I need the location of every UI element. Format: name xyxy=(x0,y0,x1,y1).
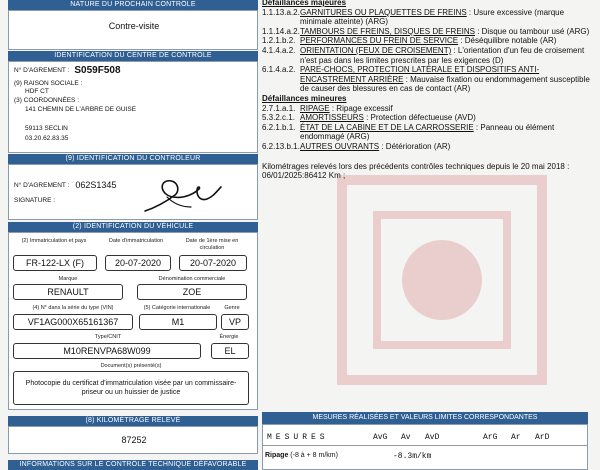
cap-denomination: Dénomination commerciale xyxy=(158,276,226,282)
raison-value: HDF CT xyxy=(25,88,49,95)
ripage-limit: (-8 à + 8 m/km) xyxy=(290,452,338,459)
list-item xyxy=(262,123,598,142)
item-desc: : Protection défectueuse (AVD) xyxy=(363,113,476,123)
item-code: 1.1.14.a.2. xyxy=(262,26,300,36)
item-title: ORIENTATION (FEUX DE CROISEMENT) xyxy=(300,45,452,55)
marque-value: RENAULT xyxy=(13,284,123,300)
nature-box xyxy=(8,10,258,50)
item-title: GARNITURES OU PLAQUETTES DE FREINS xyxy=(300,7,467,17)
ctrl-agrement-value: 062S1345 xyxy=(75,180,117,190)
item-title: ÉTAT DE LA CABINE ET DE LA CARROSSERIE xyxy=(300,122,474,132)
phone: 03.20.62.83.35 xyxy=(25,135,69,142)
ripage-label xyxy=(265,452,338,459)
km-box xyxy=(8,426,258,454)
date-circ-value: 20-07-2020 xyxy=(179,255,247,271)
list-item xyxy=(262,113,598,123)
centre-box xyxy=(8,61,258,153)
item-code: 1.1.13.a.2. xyxy=(262,7,300,17)
centre-agrement-label: N° D'AGREMENT : xyxy=(14,67,70,74)
cap-type: Type/CNIT xyxy=(94,334,122,340)
denomination-value: ZOE xyxy=(137,284,247,300)
divider xyxy=(263,445,587,446)
mineures-title: Défaillances mineures xyxy=(262,93,347,103)
list-item xyxy=(262,27,598,37)
item-desc: : Usure excessive (marque minimale atteinte) (ARG) xyxy=(300,7,565,27)
cap-immat: (2) Immatriculation et pays xyxy=(21,238,87,244)
coord-label: (3) COORDONNÉES : xyxy=(14,97,80,104)
item-code: 4.1.4.a.2. xyxy=(262,45,296,55)
cap-documents: Document(s) présenté(s) xyxy=(100,363,162,369)
list-item xyxy=(262,36,598,46)
controleur-header: (9) IDENTIFICATION DU CONTRÔLEUR xyxy=(8,154,258,164)
item-title: AMORTISSEURS xyxy=(300,113,364,123)
centre-logo-watermark xyxy=(322,170,562,390)
address-line1: 141 CHEMIN DE L'ARBRE DE GUISE xyxy=(25,106,137,113)
address-line2: 59113 SECLIN xyxy=(25,125,68,132)
item-title: AUTRES OUVRANTS xyxy=(300,141,380,151)
cap-marque: Marque xyxy=(58,276,78,282)
measures-label: MESURES xyxy=(267,433,329,442)
item-code: 5.3.2.c.1. xyxy=(262,113,295,123)
vehicule-header: (2) IDENTIFICATION DU VÉHICULE xyxy=(8,222,258,232)
controleur-box xyxy=(8,164,258,220)
item-desc: : Panneau ou élément endommagé (ARG) xyxy=(300,122,555,142)
item-code: 6.2.13.b.1. xyxy=(262,141,300,151)
item-desc: : Détérioration (AR) xyxy=(379,141,451,151)
item-desc: : Ripage excessif xyxy=(329,103,393,113)
ripage-label-text: Ripage xyxy=(265,452,289,459)
item-title: PARE-CHOCS, PROTECTION LATÉRALE ET DISPOSITIFS ANTI-ENCASTREMENT ARRIÈRE xyxy=(300,65,540,84)
ripage-value: -8.3m/km xyxy=(393,452,432,461)
km-history: Kilométrages relevés lors des précédents contrôles techniques depuis le 20 mai 2018 : 06/01/2025:86412 Km ; xyxy=(262,161,570,181)
vin-value: VF1AG000X65161367 xyxy=(13,314,133,330)
col-avg: AvG xyxy=(373,433,388,442)
item-code: 2.7.1.a.1. xyxy=(262,103,296,113)
raison-label: (9) RAISON SOCIALE : xyxy=(14,80,83,87)
centre-header: IDENTIFICATION DU CENTRE DE CONTRÔLE xyxy=(8,51,258,61)
centre-agrement-value: S059F508 xyxy=(74,65,121,76)
list-item xyxy=(262,46,598,65)
item-code: 6.2.1.b.1. xyxy=(262,122,296,132)
item-code: 6.1.4.a.2. xyxy=(262,65,296,75)
item-title: TAMBOURS DE FREINS, DISQUES DE FREINS xyxy=(300,26,475,36)
ctrl-agrement-label: N° D'AGREMENT : xyxy=(14,182,70,189)
categorie-value: M1 xyxy=(139,314,217,330)
cap-vin: (4) N° dans la série du type (VIN) xyxy=(32,305,114,311)
item-desc: : Déséquilibre notable (AR) xyxy=(458,36,557,46)
col-ar: Ar xyxy=(511,433,521,442)
list-item xyxy=(262,104,598,114)
signature-image xyxy=(137,167,232,217)
signature-label: SIGNATURE : xyxy=(14,197,56,204)
col-av: Av xyxy=(401,433,411,442)
km-value: 87252 xyxy=(121,435,147,445)
item-title: PERFORMANCES DU FREIN DE SERVICE xyxy=(300,36,459,46)
list-item xyxy=(262,8,598,27)
cap-genre: Genre xyxy=(224,305,240,311)
genre-value: VP xyxy=(221,314,249,330)
col-avd: AvD xyxy=(425,433,440,442)
list-item xyxy=(262,65,598,94)
cap-date-circ: Date de 1ère mise en circulation xyxy=(185,238,239,251)
cap-categorie: (5) Catégorie internationale xyxy=(143,305,211,311)
defaillances-list xyxy=(262,0,598,181)
date-immat-value: 20-07-2020 xyxy=(105,255,171,271)
cap-date-immat: Date d'immatriculation xyxy=(108,238,164,244)
item-desc: : Mauvaise fixation ou endommagement susceptible de causer des blessures en cas de contact (AR) xyxy=(300,74,590,94)
nature-value: Contre-visite xyxy=(108,21,160,31)
majeures-title: Défaillances majeures xyxy=(262,0,347,7)
vehicule-box xyxy=(8,232,258,410)
cap-energie: Énergie xyxy=(219,334,239,340)
documents-value: Photocopie du certificat d'immatriculation visée par un commissaire-priseur ou un huissier de justice xyxy=(13,371,249,405)
measures-header: MESURES RÉALISÉES ET VALEURS LIMITES CORRESPONDANTES xyxy=(262,412,588,424)
list-item xyxy=(262,142,598,152)
km-header: (8) KILOMÉTRAGE RELEVÉ xyxy=(8,416,258,426)
immat-value: FR-122-LX (F) xyxy=(13,255,97,271)
nature-header: NATURE DU PROCHAIN CONTRÔLE xyxy=(8,0,258,10)
right-column xyxy=(262,0,600,470)
type-value: M10RENVPA68W099 xyxy=(13,343,201,359)
item-desc: : L'orientation d'un feu de croisement n'est pas dans les limites prescrites par les exigences (D) xyxy=(300,45,585,65)
item-desc: : Disque ou tambour usé (ARG) xyxy=(474,26,590,36)
col-arg: ArG xyxy=(483,433,498,442)
energie-value: EL xyxy=(211,343,249,359)
measures-box xyxy=(262,424,588,470)
item-title: RIPAGE xyxy=(300,103,330,113)
info-header: INFORMATIONS SUR LE CONTRÔLE TECHNIQUE DÉFAVORABLE xyxy=(8,460,258,470)
col-ard: ArD xyxy=(535,433,550,442)
item-code: 1.2.1.b.2. xyxy=(262,36,296,46)
